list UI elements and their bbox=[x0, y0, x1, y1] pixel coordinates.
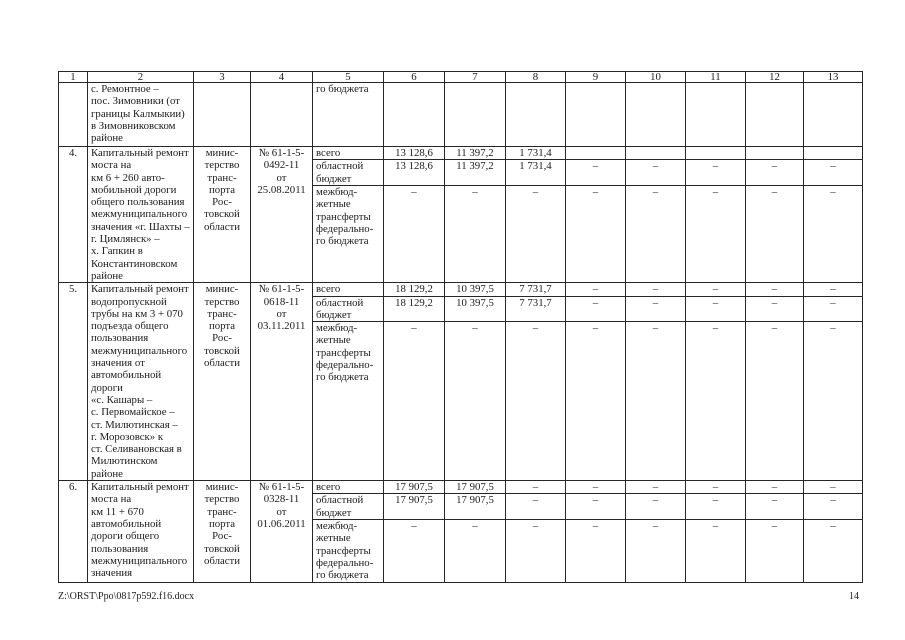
column-number: 3 bbox=[194, 72, 251, 83]
amount-cell: – bbox=[626, 296, 686, 322]
amount-cell: 17 907,5 bbox=[384, 481, 445, 494]
funding-source: межбюд- жетные трансферты федерально- го бюджета bbox=[313, 520, 384, 582]
amount-cell: – bbox=[686, 296, 746, 322]
table-row bbox=[59, 481, 863, 494]
amount-cell: 18 129,2 bbox=[384, 283, 445, 296]
amount-cell: – bbox=[804, 322, 863, 481]
amount-cell: – bbox=[626, 185, 686, 282]
amount-cell: 13 128,6 bbox=[384, 147, 445, 160]
amount-cell: 10 397,5 bbox=[445, 283, 506, 296]
customer: минис- терство транс- порта Рос- товской области bbox=[194, 147, 251, 283]
amount-cell: 7 731,7 bbox=[506, 296, 566, 322]
amount-cell bbox=[686, 147, 746, 160]
amount-cell: – bbox=[686, 185, 746, 282]
column-number: 9 bbox=[566, 72, 626, 83]
funding-source: межбюд- жетные трансферты федерально- го бюджета bbox=[313, 185, 384, 282]
work-description: Капитальный ремонт моста на км 6 + 260 авто- мобильной дороги общего пользования межмуниципального значения «г. Шахты – г. Цимлянск» – х. Гапкин в Константиновском районе bbox=[88, 147, 194, 283]
amount-cell: – bbox=[686, 481, 746, 494]
amount-cell: – bbox=[746, 185, 804, 282]
empty-cell bbox=[445, 83, 506, 147]
continued-funding-source: го бюджета bbox=[313, 83, 384, 147]
empty-cell bbox=[686, 83, 746, 147]
table-row bbox=[59, 147, 863, 160]
amount-cell: – bbox=[746, 283, 804, 296]
empty-cell bbox=[194, 83, 251, 147]
item-number: 5. bbox=[59, 283, 88, 481]
column-numbers-row bbox=[59, 72, 863, 83]
empty-cell bbox=[804, 83, 863, 147]
column-number: 11 bbox=[686, 72, 746, 83]
amount-cell: – bbox=[804, 481, 863, 494]
amount-cell: – bbox=[566, 520, 626, 582]
amount-cell bbox=[566, 147, 626, 160]
contract-document: № 61-1-5- 0618-11 от 03.11.2011 bbox=[251, 283, 313, 481]
amount-cell: – bbox=[746, 520, 804, 582]
amount-cell bbox=[804, 147, 863, 160]
empty-cell bbox=[59, 83, 88, 147]
file-path: Z:\ORST\Ppo\0817p592.f16.docx bbox=[58, 591, 195, 602]
amount-cell: – bbox=[566, 322, 626, 481]
amount-cell: – bbox=[804, 160, 863, 186]
amount-cell: – bbox=[746, 160, 804, 186]
amount-cell: 1 731,4 bbox=[506, 147, 566, 160]
amount-cell: – bbox=[506, 520, 566, 582]
item-number: 6. bbox=[59, 481, 88, 582]
amount-cell: – bbox=[804, 494, 863, 520]
amount-cell: – bbox=[686, 494, 746, 520]
amount-cell: – bbox=[384, 322, 445, 481]
amount-cell: – bbox=[566, 283, 626, 296]
amount-cell: – bbox=[804, 283, 863, 296]
column-number: 8 bbox=[506, 72, 566, 83]
amount-cell bbox=[626, 147, 686, 160]
amount-cell: – bbox=[686, 520, 746, 582]
contract-document: № 61-1-5- 0492-11 от 25.08.2011 bbox=[251, 147, 313, 283]
amount-cell: – bbox=[626, 481, 686, 494]
amount-cell: – bbox=[506, 185, 566, 282]
funding-source: всего bbox=[313, 283, 384, 296]
empty-cell bbox=[506, 83, 566, 147]
amount-cell: – bbox=[566, 160, 626, 186]
empty-cell bbox=[626, 83, 686, 147]
customer: минис- терство транс- порта Рос- товской области bbox=[194, 283, 251, 481]
page-number: 14 bbox=[849, 591, 859, 602]
amount-cell: – bbox=[746, 296, 804, 322]
amount-cell: – bbox=[746, 322, 804, 481]
table-row bbox=[59, 283, 863, 296]
amount-cell: – bbox=[626, 160, 686, 186]
continued-row bbox=[59, 83, 863, 147]
amount-cell: – bbox=[445, 520, 506, 582]
work-description: Капитальный ремонт водопропускной трубы на км 3 + 070 подъезда общего пользования межмуниципального значения от автомобильной дороги «с. Кашары – с. Первомайское – ст. Милютинская – г. Морозовск» к ст. Селивановская в Милютинском районе bbox=[88, 283, 194, 481]
item-number: 4. bbox=[59, 147, 88, 283]
amount-cell: 13 128,6 bbox=[384, 160, 445, 186]
column-number: 4 bbox=[251, 72, 313, 83]
column-number: 7 bbox=[445, 72, 506, 83]
column-number: 13 bbox=[804, 72, 863, 83]
amount-cell: 17 907,5 bbox=[445, 494, 506, 520]
amount-cell: – bbox=[686, 160, 746, 186]
amount-cell: – bbox=[804, 520, 863, 582]
customer: минис- терство транс- порта Рос- товской области bbox=[194, 481, 251, 582]
amount-cell: – bbox=[384, 185, 445, 282]
amount-cell: – bbox=[506, 322, 566, 481]
amount-cell: 18 129,2 bbox=[384, 296, 445, 322]
column-number: 2 bbox=[88, 72, 194, 83]
funding-source: областной бюджет bbox=[313, 296, 384, 322]
amount-cell: 1 731,4 bbox=[506, 160, 566, 186]
column-number: 1 bbox=[59, 72, 88, 83]
amount-cell: – bbox=[566, 296, 626, 322]
continued-work-description: с. Ремонтное – пос. Зимовники (от границы Калмыкии) в Зимовниковском районе bbox=[88, 83, 194, 147]
column-number: 5 bbox=[313, 72, 384, 83]
column-number: 6 bbox=[384, 72, 445, 83]
empty-cell bbox=[251, 83, 313, 147]
works-financing-table bbox=[58, 71, 863, 583]
empty-cell bbox=[384, 83, 445, 147]
empty-cell bbox=[746, 83, 804, 147]
amount-cell: – bbox=[626, 322, 686, 481]
funding-source: областной бюджет bbox=[313, 160, 384, 186]
amount-cell: – bbox=[384, 520, 445, 582]
amount-cell: 17 907,5 bbox=[384, 494, 445, 520]
column-number: 10 bbox=[626, 72, 686, 83]
amount-cell bbox=[746, 147, 804, 160]
funding-source: областной бюджет bbox=[313, 494, 384, 520]
amount-cell: – bbox=[804, 296, 863, 322]
contract-document: № 61-1-5- 0328-11 от 01.06.2011 bbox=[251, 481, 313, 582]
amount-cell: – bbox=[566, 481, 626, 494]
amount-cell: – bbox=[804, 185, 863, 282]
amount-cell: 17 907,5 bbox=[445, 481, 506, 494]
funding-source: всего bbox=[313, 481, 384, 494]
amount-cell: – bbox=[566, 494, 626, 520]
amount-cell: – bbox=[746, 481, 804, 494]
amount-cell: – bbox=[746, 494, 804, 520]
amount-cell: 11 397,2 bbox=[445, 160, 506, 186]
amount-cell: – bbox=[626, 520, 686, 582]
amount-cell: – bbox=[626, 283, 686, 296]
amount-cell: – bbox=[445, 322, 506, 481]
column-number: 12 bbox=[746, 72, 804, 83]
amount-cell: – bbox=[626, 494, 686, 520]
amount-cell: 11 397,2 bbox=[445, 147, 506, 160]
funding-source: межбюд- жетные трансферты федерально- го бюджета bbox=[313, 322, 384, 481]
funding-source: всего bbox=[313, 147, 384, 160]
amount-cell: – bbox=[566, 185, 626, 282]
amount-cell: – bbox=[506, 494, 566, 520]
amount-cell: – bbox=[445, 185, 506, 282]
amount-cell: 7 731,7 bbox=[506, 283, 566, 296]
amount-cell: – bbox=[686, 322, 746, 481]
work-description: Капитальный ремонт моста на км 11 + 670 автомобильной дороги общего пользования межмуниципального значения bbox=[88, 481, 194, 582]
empty-cell bbox=[566, 83, 626, 147]
amount-cell: – bbox=[506, 481, 566, 494]
amount-cell: 10 397,5 bbox=[445, 296, 506, 322]
amount-cell: – bbox=[686, 283, 746, 296]
